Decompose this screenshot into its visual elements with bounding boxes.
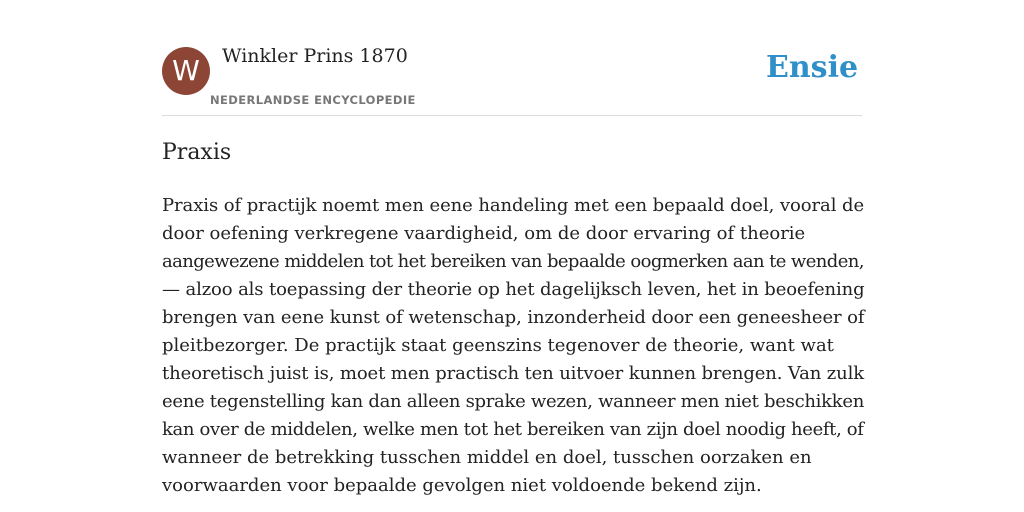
source-avatar: W [162, 47, 210, 95]
source-subtitle: NEDERLANDSE ENCYCLOPEDIE [210, 93, 416, 107]
body-line: wanneer de betrekking tusschen middel en doel, tusschen oorzaken en [162, 447, 812, 468]
body-line: aangewezene middelen tot het bereiken van bepaalde oogmerken aan te wenden, [162, 251, 864, 272]
body-line: — alzoo als toepassing der theorie op het dagelijksch leven, het in beoefening [162, 279, 865, 300]
body-line: Praxis of practijk noemt men eene handeling met een bepaald doel, vooral de [162, 195, 865, 216]
header-divider [162, 115, 862, 116]
brand-logo[interactable]: Ensie [766, 50, 859, 85]
body-line: door oefening verkregene vaardigheid, om de door ervaring of theorie [162, 223, 806, 244]
body-line: kan over de middelen, welke men tot het bereiken van zijn doel noodig heeft, of [162, 419, 864, 440]
body-line: pleitbezorger. De practijk staat geenszins tegenover de theorie, want wat [162, 335, 834, 356]
entry-body [162, 192, 864, 500]
body-line: voorwaarden voor bepaalde gevolgen niet voldoende bekend zijn. [162, 475, 762, 496]
source-title[interactable]: Winkler Prins 1870 [222, 45, 408, 67]
entry-title: Praxis [162, 140, 232, 165]
body-line: theoretisch juist is, moet men practisch ten uitvoer kunnen brengen. Van zulk [162, 363, 865, 384]
body-line: brengen van eene kunst of wetenschap, inzonderheid door een geneesheer of [162, 307, 865, 328]
body-line: eene tegenstelling kan dan alleen sprake wezen, wanneer men niet beschikken [162, 391, 865, 412]
